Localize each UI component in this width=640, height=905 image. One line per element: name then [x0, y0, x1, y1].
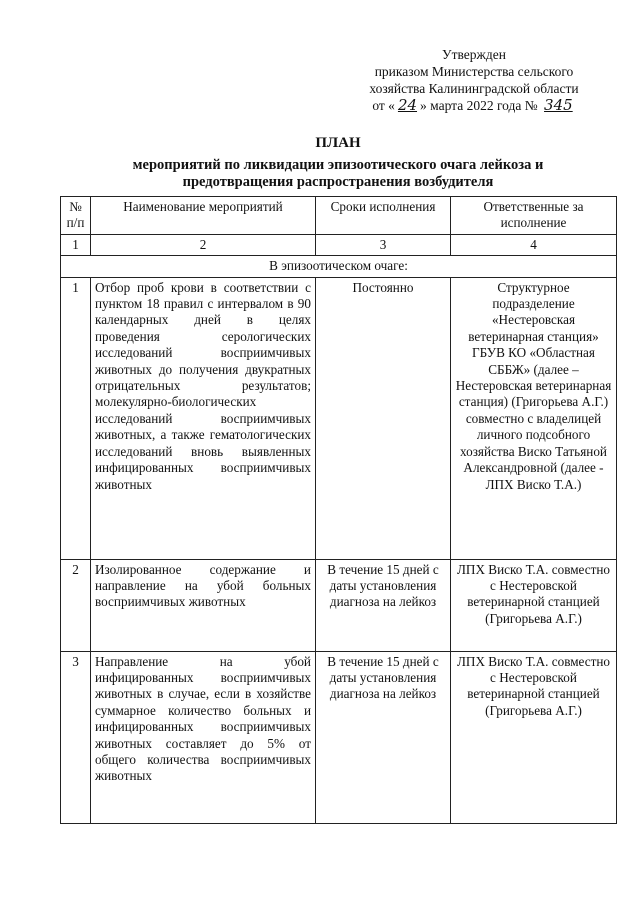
column-index: 2 [91, 234, 316, 255]
column-index: 4 [451, 234, 617, 255]
approval-line-3: хозяйства Калининградской области [369, 81, 579, 96]
row-number: 2 [61, 559, 91, 651]
header-name: Наименование мероприятий [91, 197, 316, 235]
handwritten-order-number: 345 [544, 96, 573, 114]
row-term: В течение 15 дней с даты установления диагноза на лейкоз [316, 559, 451, 651]
header-number: № п/п [61, 197, 91, 235]
date-middle: » марта 2022 года № [420, 98, 538, 113]
section-title: В эпизоотическом очаге: [61, 256, 617, 277]
header-term: Сроки исполнения [316, 197, 451, 235]
row-term: Постоянно [316, 277, 451, 559]
row-activity: Направление на убой инфицированных восприимчивых животных в случае, если в хозяйстве суммарное количество больных и инфицированных восприимчивых животных составляет до 5% от общего количества восприимчивых животных [91, 651, 316, 823]
row-term: В течение 15 дней с даты установления диагноза на лейкоз [316, 651, 451, 823]
row-activity: Отбор проб крови в соответствии с пунктом 18 правил с интервалом в 90 календарных дней в целях проведения серологических исследований восприимчивых животных до получения двукратных отрицательных результатов; молекулярно-биологических исследований восприимчивых животных, а также гематологических исследований вновь выявленных инфицированных восприимчивых животных [91, 277, 316, 559]
column-index-row [61, 234, 617, 255]
handwritten-day: 24 [397, 96, 418, 114]
approval-line-1: Утвержден [442, 47, 506, 62]
table-header-row [61, 197, 617, 235]
plan-table [60, 196, 617, 824]
title-line-3: предотвращения распространения возбудителя [182, 174, 494, 190]
section-row [61, 256, 617, 277]
header-responsible: Ответственные за исполнение [451, 197, 617, 235]
row-responsible: ЛПХ Виско Т.А. совместно с Нестеровской ветеринарной станцией (Григорьева А.Г.) [451, 651, 617, 823]
table-row [61, 651, 617, 823]
approval-block [350, 46, 598, 114]
date-prefix: от « [372, 98, 395, 113]
title-line-2: мероприятий по ликвидации эпизоотического очага лейкоза и [132, 157, 544, 173]
row-responsible: Структурное подразделение «Нестеровская ветеринарная станция» ГБУВ КО «Областная СББЖ» (далее – Нестеровская ветеринарная станция) (Григорьева А.Г.) совместно с владелицей личного подсобного хозяйства Виско Татьяной Александровной (далее - ЛПХ Виско Т.А.) [451, 277, 617, 559]
table-row [61, 559, 617, 651]
column-index: 3 [316, 234, 451, 255]
row-activity: Изолированное содержание и направление на убой больных восприимчивых животных [91, 559, 316, 651]
approval-date-line [350, 97, 598, 114]
table-row [61, 277, 617, 559]
approval-line-2: приказом Министерства сельского [374, 64, 574, 79]
row-number: 3 [61, 651, 91, 823]
title-plan: ПЛАН [315, 135, 361, 151]
row-responsible: ЛПХ Виско Т.А. совместно с Нестеровской ветеринарной станцией (Григорьева А.Г.) [451, 559, 617, 651]
column-index: 1 [61, 234, 91, 255]
document-title [60, 135, 616, 191]
row-number: 1 [61, 277, 91, 559]
